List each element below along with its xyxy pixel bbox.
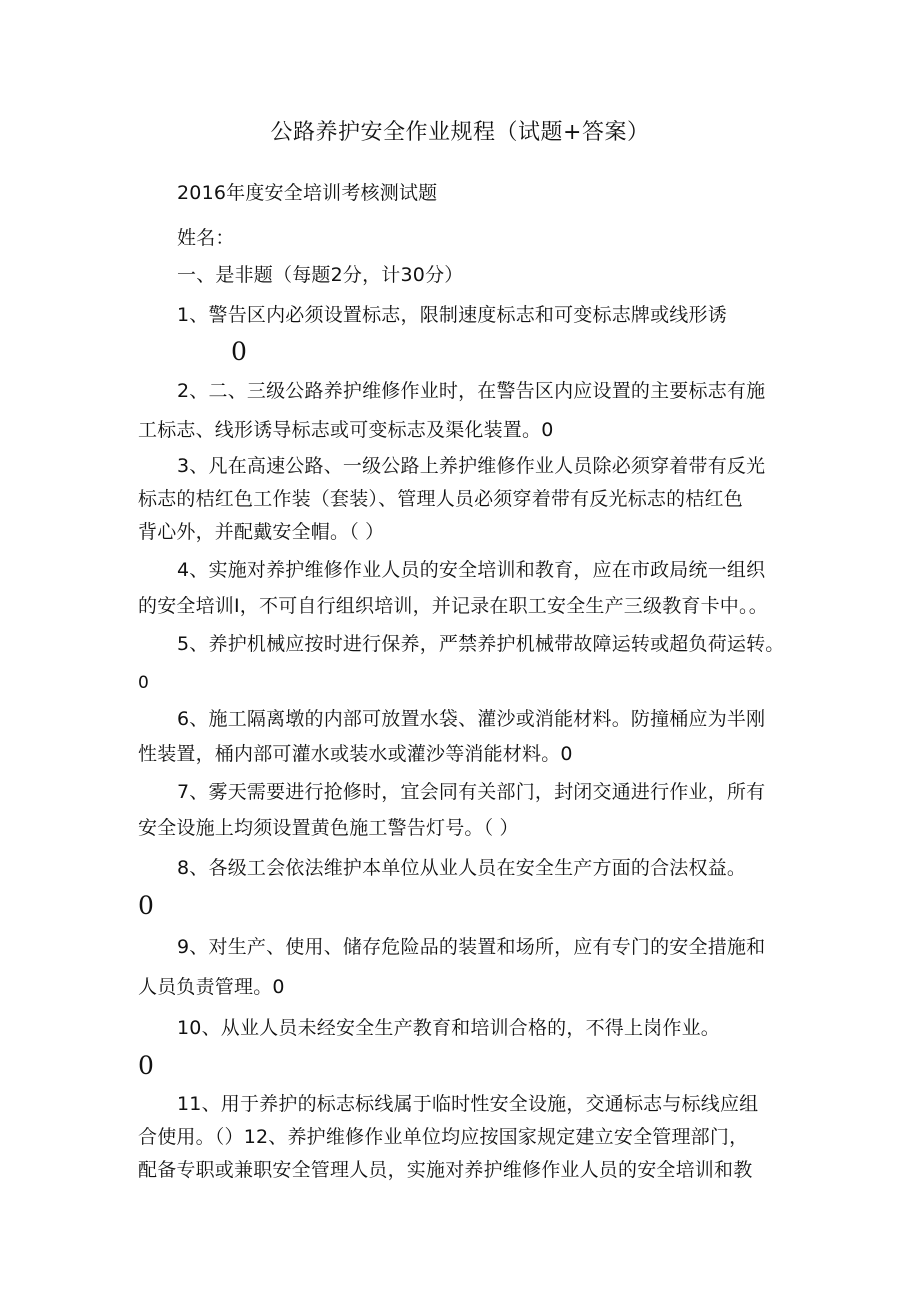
question-3-line-3: 背心外，并配戴安全帽。（ ）	[138, 521, 385, 543]
question-9-line-2: 人员负责管理。0	[138, 976, 285, 998]
question-12-line-3: 配备专职或兼职安全管理人员，实施对养护维修作业人员的安全培训和教	[138, 1159, 753, 1181]
question-11-line-2: 合使用。（）12、养护维修作业单位均应按国家规定建立安全管理部门，	[138, 1126, 749, 1148]
question-5-line-1: 5、养护机械应按时进行保养，严禁养护机械带故障运转或超负荷运转。	[177, 633, 785, 655]
question-5-answer-mark: 0	[138, 673, 150, 693]
question-11-line-1: 11、用于养护的标志标线属于临时性安全设施，交通标志与标线应组	[177, 1093, 759, 1115]
question-4-line-1: 4、实施对养护维修作业人员的安全培训和教育，应在市政局统一组织	[177, 559, 766, 581]
exam-subtitle: 2016年度安全培训考核测试题	[177, 182, 438, 204]
question-3-line-1: 3、凡在高速公路、一级公路上养护维修作业人员除必须穿着带有反光	[177, 455, 766, 477]
question-6-line-1: 6、施工隔离墩的内部可放置水袋、灌沙或消能材料。防撞桶应为半刚	[177, 708, 766, 730]
name-label: 姓名：	[177, 227, 235, 249]
section-heading: 一、是非题（每题2分，计30分）	[177, 264, 464, 286]
question-2-line-1: 2、二、三级公路养护维修作业时，在警告区内应设置的主要标志有施	[177, 380, 766, 402]
question-1-line-1: 1、警告区内必须设置标志，限制速度标志和可变标志牌或线形诱	[177, 304, 727, 326]
question-7-line-1: 7、雾天需要进行抢修时，宜会同有关部门，封闭交通进行作业，所有	[177, 781, 766, 803]
document-title: 公路养护安全作业规程（试题+答案）	[270, 120, 650, 145]
question-3-line-2: 标志的桔红色工作装（套装）、管理人员必须穿着带有反光标志的桔红色	[138, 488, 743, 510]
question-8-line-1: 8、各级工会依法维护本单位从业人员在安全生产方面的合法权益。	[177, 857, 747, 879]
question-1-answer-mark: 0	[231, 337, 247, 366]
question-2-line-2: 工标志、线形诱导标志或可变标志及渠化装置。0	[138, 419, 554, 441]
question-7-line-2: 安全设施上均须设置黄色施工警告灯号。（ ）	[138, 817, 519, 839]
question-10-line-1: 10、从业人员未经安全生产教育和培训合格的，不得上岗作业。	[177, 1017, 720, 1039]
question-6-line-2: 性装置，桶内部可灌水或装水或灌沙等消能材料。0	[138, 743, 573, 765]
question-10-answer-mark: 0	[138, 1051, 154, 1080]
question-9-line-1: 9、对生产、使用、储存危险品的装置和场所，应有专门的安全措施和	[177, 936, 766, 958]
question-4-line-2: 的安全培训I，不可自行组织培训，并记录在职工安全生产三级教育卡中。。	[138, 595, 768, 617]
question-8-answer-mark: 0	[138, 891, 154, 920]
